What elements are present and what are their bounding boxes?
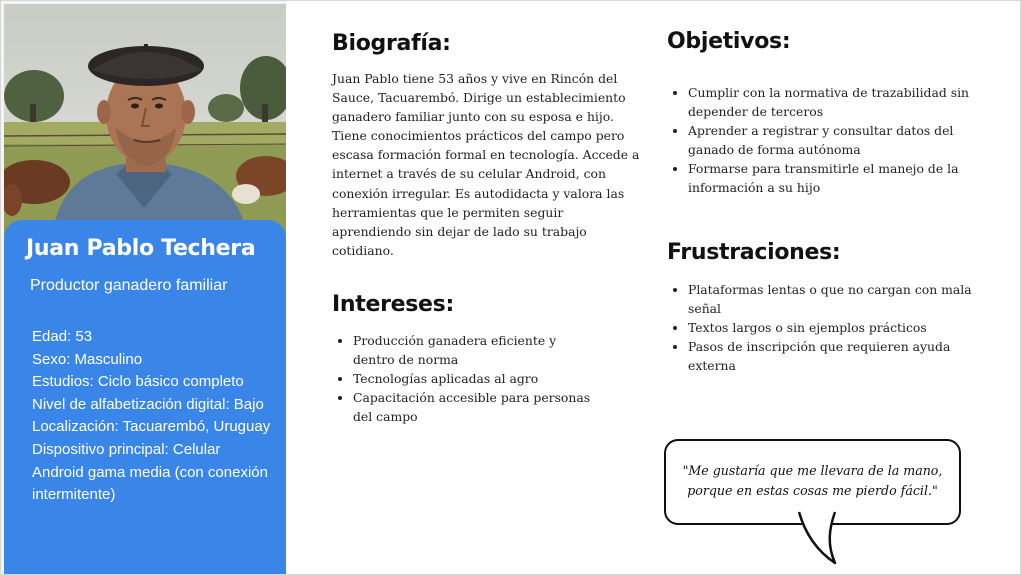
list-item: • Cumplir con la normativa de trazabilidad sin depender de terceros — [688, 83, 988, 121]
goals-heading: Objetivos: — [667, 29, 791, 54]
biography-text: Juan Pablo tiene 53 años y vive en Rincón del Sauce, Tacuarembó. Dirige un establecimiento ganadero familiar junto con su esposa e hijo. Tiene conocimientos prácticos del campo pero escasa formación formal en tecnología. Accede a internet a través de su celular Android, con conexión irregular. Es autodidacta y valora las herramientas que le permiten seguir aprendiendo sin dejar de lado su trabajo cotidiano. — [332, 71, 640, 258]
biography-heading: Biografía: — [332, 31, 451, 56]
list-item: • Textos largos o sin ejemplos prácticos — [688, 318, 988, 337]
profile-role: Productor ganadero familiar — [30, 277, 228, 294]
profile-photo — [4, 4, 286, 236]
fact-digital-literacy: Nivel de alfabetización digital: Bajo — [32, 395, 264, 413]
list-item: • Aprender a registrar y consultar datos del ganado de forma autónoma — [688, 121, 988, 159]
list-item: • Capacitación accesible para personas del campo — [353, 388, 593, 426]
fact-education: Estudios: Ciclo básico completo — [32, 373, 244, 391]
frustrations-heading: Frustraciones: — [667, 240, 841, 265]
profile-column — [1, 1, 286, 574]
fact-device: Dispositivo principal: Celular Android gama media (con conexión intermitente) — [32, 440, 268, 504]
fact-location: Localización: Tacuarembó, Uruguay — [32, 418, 271, 436]
list-item: • Formarse para transmitirle el manejo de la información a su hijo — [688, 159, 988, 197]
profile-name: Juan Pablo Techera — [26, 236, 256, 261]
profile-card — [4, 220, 286, 575]
interests-list — [332, 331, 593, 426]
profile-facts — [32, 326, 272, 507]
fact-sex: Sexo: Masculino — [32, 350, 143, 368]
speech-bubble-tail-icon — [791, 511, 851, 567]
goals-list — [667, 83, 988, 198]
list-item: • Producción ganadera eficiente y dentro de norma — [353, 331, 593, 369]
list-item: • Tecnologías aplicadas al agro — [353, 369, 593, 388]
quote-text: "Me gustaría que me llevara de la mano, porque en estas cosas me pierdo fácil." — [682, 463, 943, 498]
frustrations-list — [667, 280, 988, 375]
list-item: • Pasos de inscripción que requieren ayuda externa — [688, 337, 988, 375]
list-item: • Plataformas lentas o que no cargan con mala señal — [688, 280, 988, 318]
interests-heading: Intereses: — [332, 292, 454, 317]
fact-age: Edad: 53 — [32, 328, 93, 345]
